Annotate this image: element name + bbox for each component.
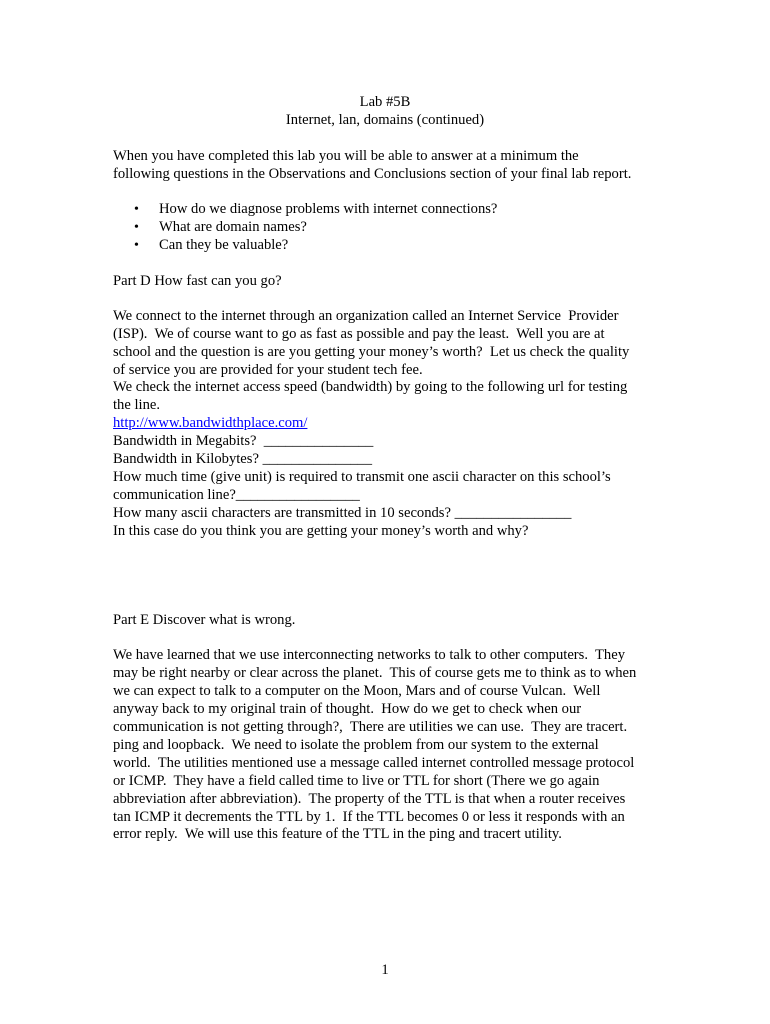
part-e-line: abbreviation after abbreviation). The property of the TTL is that when a router receives bbox=[113, 791, 626, 807]
part-e-line: ping and loopback. We need to isolate the problem from our system to the external bbox=[113, 737, 599, 753]
part-e-line: we can expect to talk to a computer on the Moon, Mars and of course Vulcan. Well bbox=[113, 683, 601, 699]
list-item: How do we diagnose problems with internet connections? bbox=[159, 201, 498, 217]
part-d-line: school and the question is are you getting your money’s worth? Let us check the quality bbox=[113, 344, 630, 360]
intro-line: When you have completed this lab you will be able to answer at a minimum the bbox=[113, 148, 579, 164]
part-d-heading: Part D How fast can you go? bbox=[113, 273, 282, 289]
part-e-heading: Part E Discover what is wrong. bbox=[113, 612, 296, 628]
question-time-per-char: How much time (give unit) is required to transmit one ascii character on this school’s bbox=[113, 469, 611, 485]
part-e-line: tan ICMP it decrements the TTL by 1. If the TTL becomes 0 or less it responds with an bbox=[113, 809, 625, 825]
part-d-line: (ISP). We of course want to go as fast as possible and pay the least. Well you are at bbox=[113, 326, 605, 342]
part-e-line: We have learned that we use interconnecting networks to talk to other computers. They bbox=[113, 647, 626, 663]
part-d-line: of service you are provided for your student tech fee. bbox=[113, 362, 423, 378]
part-e-line: may be right nearby or clear across the planet. This of course gets me to think as to when bbox=[113, 665, 637, 681]
part-e-line: communication is not getting through?, There are utilities we can use. They are tracert. bbox=[113, 719, 628, 735]
part-e-line: world. The utilities mentioned use a message called internet controlled message protocol bbox=[113, 755, 635, 771]
lab-subtitle: Internet, lan, domains (continued) bbox=[285, 112, 485, 128]
part-d-line: We connect to the internet through an organization called an Internet Service Provider bbox=[113, 308, 619, 324]
question-money-worth: In this case do you think you are getting your money’s worth and why? bbox=[113, 523, 529, 539]
question-megabits: Bandwidth in Megabits? _______________ bbox=[113, 433, 374, 449]
list-item: Can they be valuable? bbox=[159, 237, 289, 253]
part-e-line: or ICMP. They have a field called time to live or TTL for short (There we go again bbox=[113, 773, 600, 789]
part-d-line: the line. bbox=[113, 397, 161, 413]
page-number: 1 bbox=[381, 962, 389, 978]
part-d-line: We check the internet access speed (bandwidth) by going to the following url for testing bbox=[113, 379, 628, 395]
list-item: What are domain names? bbox=[159, 219, 307, 235]
question-kilobytes: Bandwidth in Kilobytes? _______________ bbox=[113, 451, 373, 467]
bullet-icon: • bbox=[134, 238, 139, 253]
bullet-icon: • bbox=[134, 202, 139, 217]
question-time-per-char-cont: communication line?_________________ bbox=[113, 487, 360, 503]
intro-line: following questions in the Observations and Conclusions section of your final lab report. bbox=[113, 166, 632, 182]
bandwidth-test-link[interactable]: http://www.bandwidthplace.com/ bbox=[113, 415, 308, 431]
part-e-line: error reply. We will use this feature of the TTL in the ping and tracert utility. bbox=[113, 826, 562, 842]
lab-title: Lab #5B bbox=[359, 94, 411, 110]
part-e-line: anyway back to my original train of thought. How do we get to check when our bbox=[113, 701, 582, 717]
bullet-icon: • bbox=[134, 220, 139, 235]
question-chars-10s: How many ascii characters are transmitted in 10 seconds? ________________ bbox=[113, 505, 572, 521]
